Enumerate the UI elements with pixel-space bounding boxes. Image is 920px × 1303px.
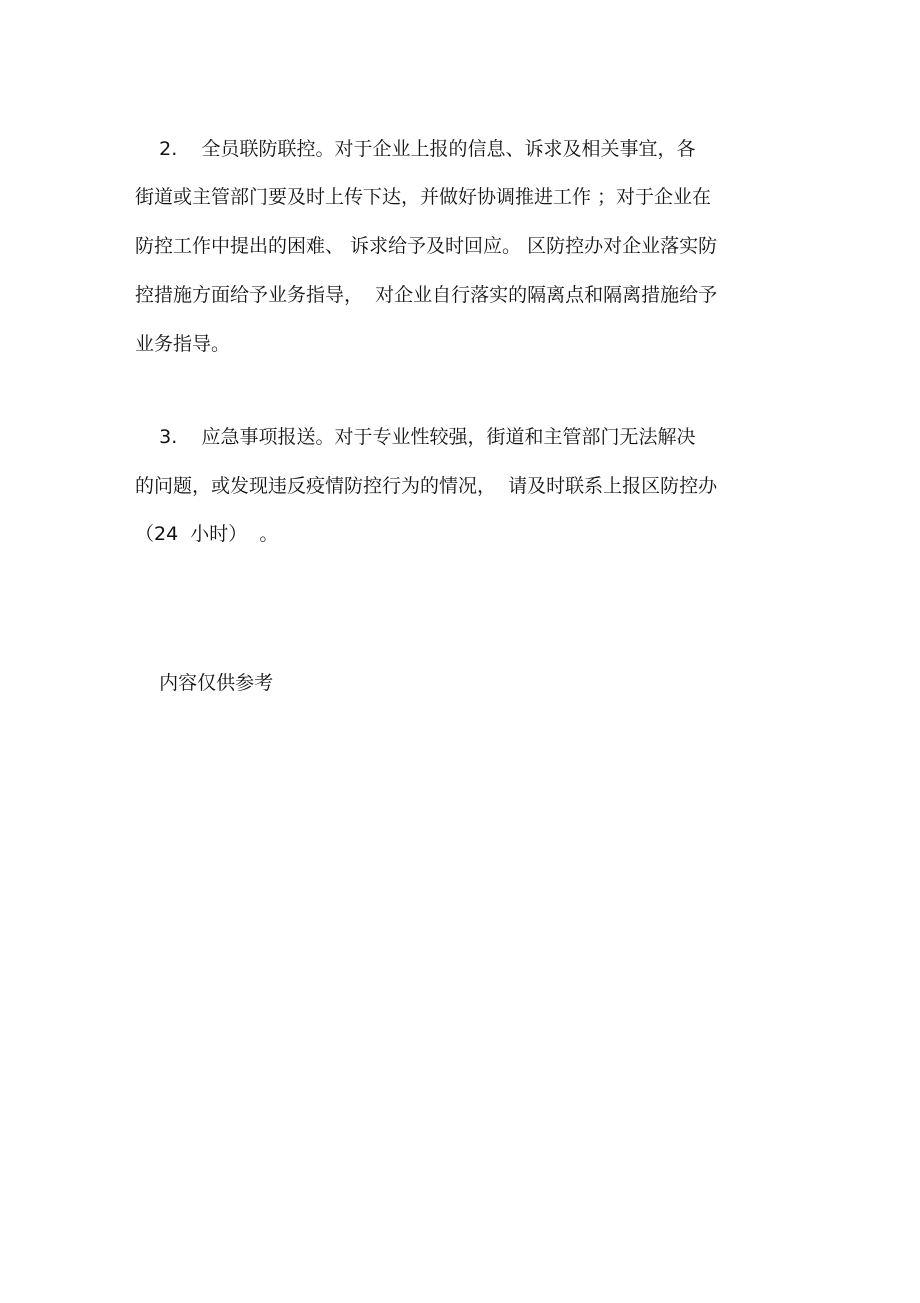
section-3-line-2: 的问题，或发现违反疫情防控行为的情况， 请及时联系上报区防控办 — [135, 475, 718, 497]
section-2-line-5: 业务指导。 — [135, 333, 231, 355]
section-2-line-2: 街道或主管部门要及时上传下达，并做好协调推进工作 ；对于企业在 — [135, 186, 712, 208]
section-2-line-1: 2. 全员联防联控。对于企业上报的信息、诉求及相关事宜，各 — [135, 138, 696, 160]
section-2-line-3: 防控工作中提出的困难、 诉求给予及时回应。 区防控办对企业落实防 — [135, 235, 718, 257]
section-2-line-4: 控措施方面给予业务指导， 对企业自行落实的隔离点和隔离措施给予 — [135, 284, 718, 306]
section-3-line-1: 3. 应急事项报送。对于专业性较强，街道和主管部门无法解决 — [135, 426, 696, 448]
section-3-line-3: （24 小时） 。 — [135, 523, 279, 545]
footer-note: 内容仅供参考 — [135, 672, 274, 694]
